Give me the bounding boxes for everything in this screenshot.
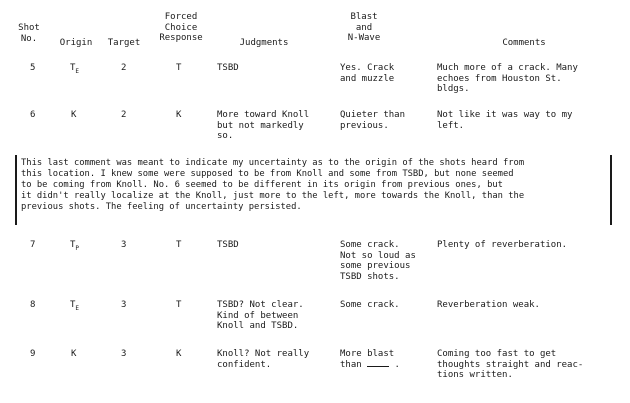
shot-number: 8	[30, 300, 36, 310]
origin	[70, 240, 79, 252]
forced-choice-response: T	[176, 240, 182, 250]
shot-number: 6	[30, 110, 36, 120]
header-origin: Origin	[59, 38, 93, 48]
target: 3	[121, 349, 127, 359]
header-comments: Comments	[502, 38, 546, 48]
header-target: Target	[107, 38, 141, 48]
note-text: This last comment was meant to indicate my uncertainty as to the origin of the shots heard from this location. I knew some were supposed to be from Knoll and some from TSBD, but none seemed to be coming from Knoll. No. 6 seemed to be different in its origin from previous ones, but it didn't really localize at the Knoll, just more to the left, more towards the Knoll, than the previous shots. The feeling of uncertainty persisted.	[21, 158, 525, 212]
header-judgments: Judgments	[239, 38, 289, 48]
blank-line	[367, 365, 389, 367]
comments: Coming too fast to get thoughts straight and reac- tions written.	[437, 349, 584, 380]
origin	[71, 110, 76, 121]
origin-letter: T	[70, 300, 76, 310]
shot-number: 7	[30, 240, 36, 250]
blast-nwave: Quieter than previous.	[340, 110, 406, 131]
forced-choice-response: T	[176, 63, 182, 73]
origin	[71, 349, 76, 360]
comments: Much more of a crack. Many echoes from Houston St. bldgs.	[437, 63, 578, 94]
forced-choice-response: T	[176, 300, 182, 310]
judgments: More toward Knoll but not markedly so.	[217, 110, 310, 141]
judgments: TSBD? Not clear. Kind of between Knoll and TSBD.	[217, 300, 304, 331]
origin-letter: K	[71, 110, 77, 120]
header-blast: Blast and N-Wave	[347, 12, 381, 43]
origin-letter: K	[71, 349, 77, 359]
origin	[70, 63, 79, 75]
header-forced-choice: Forced Choice Response	[159, 12, 203, 43]
judgments: TSBD	[217, 240, 239, 250]
blast-text-end: .	[389, 359, 400, 370]
shot-number: 9	[30, 349, 36, 359]
blast-nwave: Some crack.	[340, 300, 400, 310]
comments: Not like it was way to my left.	[437, 110, 573, 131]
comments: Plenty of reverberation.	[437, 240, 568, 250]
judgments: Knoll? Not really confident.	[217, 349, 310, 370]
blast-nwave: Some crack. Not so loud as some previous TSBD shots.	[340, 240, 416, 282]
shot-number: 5	[30, 63, 36, 73]
judgments: TSBD	[217, 63, 239, 73]
blast-text: More blast than	[340, 349, 395, 370]
forced-choice-response: K	[176, 110, 182, 120]
origin-letter: T	[70, 63, 76, 73]
origin	[70, 300, 79, 312]
comments: Reverberation weak.	[437, 300, 540, 310]
origin-letter: T	[70, 240, 76, 250]
origin-subscript: E	[75, 305, 80, 312]
forced-choice-response: K	[176, 349, 182, 359]
target: 2	[121, 63, 127, 73]
target: 2	[121, 110, 127, 120]
blast-nwave: Yes. Crack and muzzle	[340, 63, 395, 84]
header-shot-no: Shot No.	[18, 23, 40, 44]
target: 3	[121, 240, 127, 250]
origin-subscript: P	[75, 245, 80, 252]
target: 3	[121, 300, 127, 310]
blast-nwave	[340, 349, 400, 370]
origin-subscript: E	[75, 68, 80, 75]
